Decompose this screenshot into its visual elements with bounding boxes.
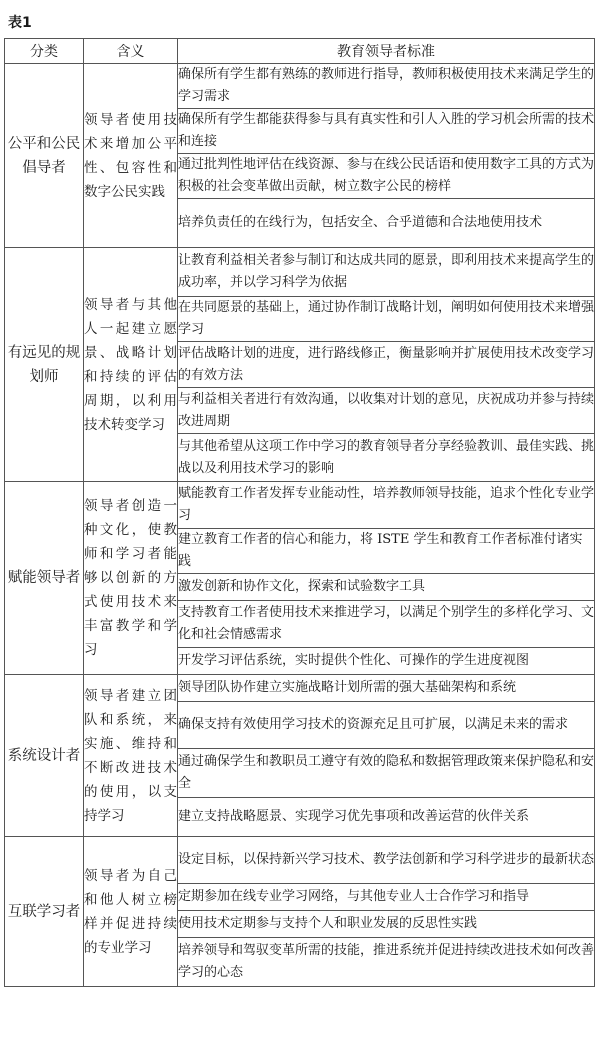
standard-item: 支持教育工作者使用技术来推进学习，以满足个别学生的多样化学习、文化和社会情感需求: [178, 601, 595, 648]
standard-item: 培养领导和驾驭变革所需的技能，推进系统并促进持续改进技术如何改善学习的心态: [178, 938, 595, 987]
table-row: [5, 248, 595, 297]
table-row: [5, 675, 595, 702]
standard-item: 开发学习评估系统，实时提供个性化、可操作的学生进度视图: [178, 648, 595, 675]
standard-item: 确保所有学生都能获得参与具有真实性和引人入胜的学习机会所需的技术和连接: [178, 109, 595, 154]
standard-item: 建立支持战略愿景、实现学习优先事项和改善运营的伙伴关系: [178, 798, 595, 837]
standard-item: 定期参加在线专业学习网络，与其他专业人士合作学习和指导: [178, 884, 595, 911]
leader-standards-table: [4, 38, 595, 987]
standard-item: 确保支持有效使用学习技术的资源充足且可扩展，以满足未来的需求: [178, 702, 595, 749]
standard-item: 评估战略计划的进度，进行路线修正，衡量影响并扩展使用技术改变学习的有效方法: [178, 342, 595, 388]
header-category: 分类: [5, 39, 84, 64]
meaning-cell: 领导者为自己和他人树立榜样并促进持续的专业学习: [84, 837, 178, 987]
meaning-cell: 领导者建立团队和系统，来实施、维持和不断改进技术的使用，以支持学习: [84, 675, 178, 837]
standard-item: 培养负责任的在线行为，包括安全、合乎道德和合法地使用技术: [178, 199, 595, 248]
standard-item: 与其他希望从这项工作中学习的教育领导者分享经验教训、最佳实践、挑战以及利用技术学习的影响: [178, 434, 595, 482]
table-caption: 表1: [8, 15, 32, 31]
standard-item: 与利益相关者进行有效沟通，以收集对计划的意见，庆祝成功并参与持续改进周期: [178, 388, 595, 434]
category-cell: 系统设计者: [5, 675, 84, 837]
standard-item: 通过批判性地评估在线资源、参与在线公民话语和使用数字工具的方式为积极的社会变革做出贡献，树立数字公民的榜样: [178, 154, 595, 199]
standard-item: 领导团队协作建立实施战略计划所需的强大基础架构和系统: [178, 675, 595, 702]
meaning-cell: 领导者使用技术来增加公平性、包容性和数字公民实践: [84, 64, 178, 248]
table-row: [5, 482, 595, 529]
standard-item: 设定目标，以保持新兴学习技术、教学法创新和学习科学进步的最新状态: [178, 837, 595, 884]
meaning-cell: 领导者创造一种文化，使教师和学习者能够以创新的方式使用技术来丰富教学和学习: [84, 482, 178, 675]
standard-item: 通过确保学生和教职员工遵守有效的隐私和数据管理政策来保护隐私和安全: [178, 749, 595, 798]
standard-item: 让教育利益相关者参与制订和达成共同的愿景，即利用技术来提高学生的成功率，并以学习科学为依据: [178, 248, 595, 297]
table-row: [5, 837, 595, 884]
table-body: [5, 64, 595, 987]
category-cell: 有远见的规划师: [5, 248, 84, 482]
standard-item: 在共同愿景的基础上，通过协作制订战略计划，阐明如何使用技术来增强学习: [178, 297, 595, 342]
standard-item: 确保所有学生都有熟练的教师进行指导，教师积极使用技术来满足学生的学习需求: [178, 64, 595, 109]
category-cell: 公平和公民倡导者: [5, 64, 84, 248]
meaning-cell: 领导者与其他人一起建立愿景、战略计划和持续的评估周期，以利用技术转变学习: [84, 248, 178, 482]
table-header-row: [5, 39, 595, 64]
category-cell: 赋能领导者: [5, 482, 84, 675]
category-cell: 互联学习者: [5, 837, 84, 987]
standard-item: 赋能教育工作者发挥专业能动性，培养教师领导技能，追求个性化专业学习: [178, 482, 595, 529]
table-row: [5, 64, 595, 109]
header-standard: 教育领导者标准: [178, 39, 595, 64]
standard-item: 使用技术定期参与支持个人和职业发展的反思性实践: [178, 911, 595, 938]
standard-item: 建立教育工作者的信心和能力，将 ISTE 学生和教育工作者标准付诸实践: [178, 529, 595, 574]
header-meaning: 含义: [84, 39, 178, 64]
standard-item: 激发创新和协作文化，探索和试验数字工具: [178, 574, 595, 601]
